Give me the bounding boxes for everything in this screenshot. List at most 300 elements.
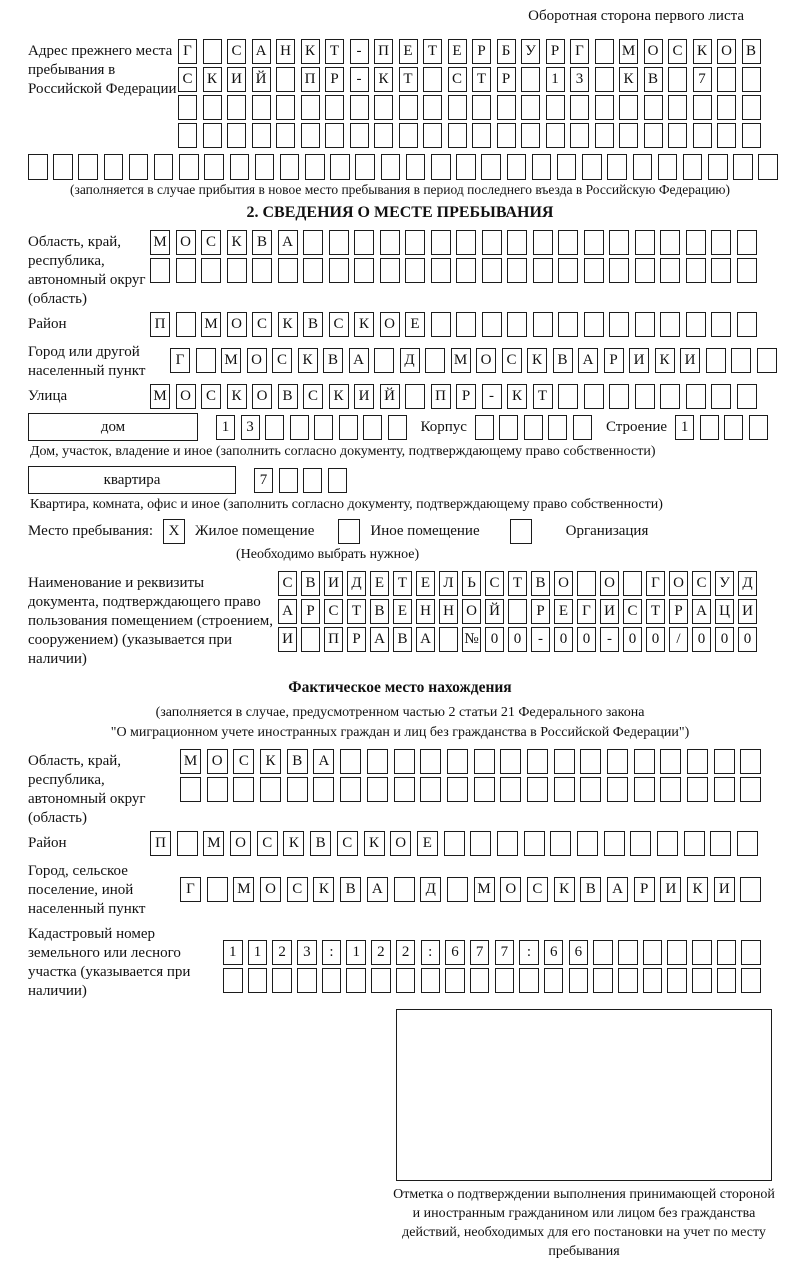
char-cell[interactable]: Е [370, 571, 389, 596]
char-cell[interactable] [521, 67, 540, 92]
char-cell[interactable]: 0 [623, 627, 642, 652]
char-cell[interactable] [301, 627, 320, 652]
char-cell[interactable]: С [278, 571, 297, 596]
char-cell[interactable]: Р [531, 599, 550, 624]
char-cell[interactable]: С [201, 384, 221, 409]
char-cell[interactable]: В [370, 599, 389, 624]
char-cell[interactable] [444, 831, 465, 856]
char-cell[interactable] [276, 123, 295, 148]
char-cell[interactable]: 3 [241, 415, 260, 440]
char-cell[interactable]: О [500, 877, 521, 902]
char-cell[interactable]: О [390, 831, 411, 856]
char-cell[interactable] [740, 877, 761, 902]
char-cell[interactable]: Е [416, 571, 435, 596]
char-cell[interactable] [203, 123, 222, 148]
char-cell[interactable] [367, 749, 388, 774]
char-cell[interactable] [710, 831, 731, 856]
char-cell[interactable] [609, 384, 629, 409]
char-cell[interactable] [301, 123, 320, 148]
char-cell[interactable] [374, 348, 394, 373]
char-cell[interactable] [607, 749, 628, 774]
char-cell[interactable]: К [655, 348, 675, 373]
char-cell[interactable] [667, 940, 687, 965]
char-cell[interactable]: О [176, 230, 196, 255]
char-cell[interactable] [176, 258, 196, 283]
checkbox-organizaciya[interactable] [510, 519, 532, 544]
char-cell[interactable] [740, 749, 761, 774]
char-cell[interactable] [474, 777, 495, 802]
char-cell[interactable]: М [233, 877, 254, 902]
char-cell[interactable] [260, 777, 281, 802]
char-cell[interactable] [693, 95, 712, 120]
char-cell[interactable]: Р [634, 877, 655, 902]
char-cell[interactable]: С [272, 348, 292, 373]
char-cell[interactable] [354, 258, 374, 283]
char-cell[interactable] [708, 154, 728, 180]
char-cell[interactable] [714, 777, 735, 802]
char-cell[interactable]: К [507, 384, 527, 409]
char-cell[interactable]: : [519, 940, 539, 965]
char-cell[interactable]: Р [456, 384, 476, 409]
char-cell[interactable] [329, 258, 349, 283]
char-cell[interactable] [303, 230, 323, 255]
checkbox-zhiloe[interactable]: X [163, 519, 185, 544]
char-cell[interactable] [425, 348, 445, 373]
char-cell[interactable]: 6 [569, 940, 589, 965]
char-cell[interactable]: Й [252, 67, 271, 92]
char-cell[interactable] [340, 777, 361, 802]
char-cell[interactable]: О [247, 348, 267, 373]
char-cell[interactable] [521, 95, 540, 120]
char-cell[interactable] [737, 384, 757, 409]
char-cell[interactable]: М [451, 348, 471, 373]
char-cell[interactable]: А [692, 599, 711, 624]
char-cell[interactable]: И [680, 348, 700, 373]
char-cell[interactable] [380, 258, 400, 283]
char-cell[interactable]: 7 [470, 940, 490, 965]
char-cell[interactable]: В [287, 749, 308, 774]
char-cell[interactable]: С [233, 749, 254, 774]
char-cell[interactable] [618, 940, 638, 965]
char-cell[interactable] [635, 230, 655, 255]
char-cell[interactable]: 0 [577, 627, 596, 652]
char-cell[interactable]: О [600, 571, 619, 596]
char-cell[interactable]: М [201, 312, 221, 337]
char-cell[interactable] [301, 95, 320, 120]
char-cell[interactable] [447, 877, 468, 902]
char-cell[interactable] [178, 123, 197, 148]
char-cell[interactable]: Д [347, 571, 366, 596]
char-cell[interactable] [546, 123, 565, 148]
char-cell[interactable] [176, 312, 196, 337]
char-cell[interactable] [447, 777, 468, 802]
char-cell[interactable] [634, 749, 655, 774]
char-cell[interactable]: О [176, 384, 196, 409]
char-cell[interactable] [570, 95, 589, 120]
char-cell[interactable] [577, 571, 596, 596]
char-cell[interactable]: 0 [554, 627, 573, 652]
char-cell[interactable] [758, 154, 778, 180]
char-cell[interactable] [711, 312, 731, 337]
char-cell[interactable]: Т [646, 599, 665, 624]
char-cell[interactable] [658, 154, 678, 180]
char-cell[interactable]: И [629, 348, 649, 373]
char-cell[interactable] [380, 230, 400, 255]
char-cell[interactable] [388, 415, 407, 440]
char-cell[interactable] [686, 230, 706, 255]
char-cell[interactable] [330, 154, 350, 180]
char-cell[interactable]: О [380, 312, 400, 337]
char-cell[interactable]: И [278, 627, 297, 652]
char-cell[interactable] [684, 831, 705, 856]
char-cell[interactable] [406, 154, 426, 180]
char-cell[interactable] [660, 230, 680, 255]
char-cell[interactable]: В [310, 831, 331, 856]
char-cell[interactable]: Г [178, 39, 197, 64]
char-cell[interactable] [346, 968, 366, 993]
char-cell[interactable]: К [313, 877, 334, 902]
char-cell[interactable]: Р [347, 627, 366, 652]
char-cell[interactable]: У [521, 39, 540, 64]
char-cell[interactable] [350, 123, 369, 148]
char-cell[interactable] [456, 230, 476, 255]
char-cell[interactable]: В [644, 67, 663, 92]
char-cell[interactable] [683, 154, 703, 180]
char-cell[interactable] [470, 831, 491, 856]
char-cell[interactable] [179, 154, 199, 180]
char-cell[interactable]: К [329, 384, 349, 409]
char-cell[interactable] [28, 154, 48, 180]
char-cell[interactable] [607, 154, 627, 180]
char-cell[interactable]: Д [400, 348, 420, 373]
char-cell[interactable]: В [393, 627, 412, 652]
char-cell[interactable] [472, 95, 491, 120]
char-cell[interactable] [252, 123, 271, 148]
char-cell[interactable] [481, 154, 501, 180]
char-cell[interactable]: К [364, 831, 385, 856]
char-cell[interactable] [668, 67, 687, 92]
char-cell[interactable] [593, 940, 613, 965]
char-cell[interactable] [456, 154, 476, 180]
char-cell[interactable] [500, 749, 521, 774]
char-cell[interactable] [644, 95, 663, 120]
char-cell[interactable]: : [322, 940, 342, 965]
char-cell[interactable] [474, 749, 495, 774]
char-cell[interactable]: С [623, 599, 642, 624]
char-cell[interactable] [303, 468, 322, 493]
char-cell[interactable]: А [416, 627, 435, 652]
char-cell[interactable]: 0 [738, 627, 757, 652]
char-cell[interactable] [447, 749, 468, 774]
char-cell[interactable] [272, 968, 292, 993]
char-cell[interactable] [354, 230, 374, 255]
char-cell[interactable] [595, 123, 614, 148]
char-cell[interactable] [233, 777, 254, 802]
char-cell[interactable] [557, 154, 577, 180]
char-cell[interactable]: Т [533, 384, 553, 409]
char-cell[interactable] [558, 312, 578, 337]
char-cell[interactable] [667, 968, 687, 993]
char-cell[interactable] [533, 312, 553, 337]
char-cell[interactable]: Т [325, 39, 344, 64]
char-cell[interactable]: Р [546, 39, 565, 64]
char-cell[interactable] [609, 230, 629, 255]
char-cell[interactable]: С [227, 39, 246, 64]
char-cell[interactable] [554, 749, 575, 774]
char-cell[interactable]: О [476, 348, 496, 373]
char-cell[interactable]: А [367, 877, 388, 902]
char-cell[interactable]: О [207, 749, 228, 774]
char-cell[interactable]: Р [497, 67, 516, 92]
char-cell[interactable]: Е [417, 831, 438, 856]
char-cell[interactable] [497, 123, 516, 148]
char-cell[interactable]: 6 [445, 940, 465, 965]
char-cell[interactable] [584, 258, 604, 283]
char-cell[interactable]: 7 [495, 940, 515, 965]
char-cell[interactable]: О [230, 831, 251, 856]
char-cell[interactable] [150, 258, 170, 283]
char-cell[interactable] [711, 230, 731, 255]
char-cell[interactable]: Ц [715, 599, 734, 624]
char-cell[interactable] [475, 415, 494, 440]
char-cell[interactable] [573, 415, 592, 440]
char-cell[interactable] [252, 258, 272, 283]
char-cell[interactable] [584, 384, 604, 409]
char-cell[interactable] [527, 749, 548, 774]
char-cell[interactable]: Т [347, 599, 366, 624]
char-cell[interactable]: 1 [248, 940, 268, 965]
char-cell[interactable]: И [354, 384, 374, 409]
char-cell[interactable]: Н [276, 39, 295, 64]
char-cell[interactable] [423, 95, 442, 120]
char-cell[interactable] [524, 415, 543, 440]
char-cell[interactable]: С [448, 67, 467, 92]
char-cell[interactable]: Е [554, 599, 573, 624]
char-cell[interactable] [355, 154, 375, 180]
char-cell[interactable] [420, 777, 441, 802]
char-cell[interactable]: К [619, 67, 638, 92]
char-cell[interactable] [757, 348, 777, 373]
char-cell[interactable]: Р [472, 39, 491, 64]
char-cell[interactable] [381, 154, 401, 180]
char-cell[interactable]: В [252, 230, 272, 255]
char-cell[interactable]: В [303, 312, 323, 337]
char-cell[interactable]: О [260, 877, 281, 902]
char-cell[interactable] [421, 968, 441, 993]
char-cell[interactable] [305, 154, 325, 180]
char-cell[interactable] [717, 968, 737, 993]
char-cell[interactable]: В [340, 877, 361, 902]
char-cell[interactable]: 2 [272, 940, 292, 965]
char-cell[interactable]: В [553, 348, 573, 373]
char-cell[interactable]: - [600, 627, 619, 652]
char-cell[interactable] [374, 123, 393, 148]
char-cell[interactable]: С [329, 312, 349, 337]
char-cell[interactable] [204, 154, 224, 180]
char-cell[interactable] [255, 154, 275, 180]
char-cell[interactable]: К [260, 749, 281, 774]
char-cell[interactable]: Г [577, 599, 596, 624]
char-cell[interactable] [448, 123, 467, 148]
char-cell[interactable]: К [374, 67, 393, 92]
char-cell[interactable]: М [221, 348, 241, 373]
char-cell[interactable]: О [252, 384, 272, 409]
char-cell[interactable] [717, 940, 737, 965]
char-cell[interactable]: Г [170, 348, 190, 373]
char-cell[interactable]: С [337, 831, 358, 856]
char-cell[interactable] [643, 940, 663, 965]
char-cell[interactable] [290, 415, 309, 440]
char-cell[interactable]: 2 [371, 940, 391, 965]
char-cell[interactable] [497, 831, 518, 856]
char-cell[interactable]: Е [448, 39, 467, 64]
char-cell[interactable] [700, 415, 719, 440]
char-cell[interactable]: К [301, 39, 320, 64]
char-cell[interactable]: 1 [223, 940, 243, 965]
char-cell[interactable]: Р [325, 67, 344, 92]
char-cell[interactable]: 0 [508, 627, 527, 652]
char-cell[interactable]: И [660, 877, 681, 902]
char-cell[interactable] [507, 154, 527, 180]
char-cell[interactable]: К [283, 831, 304, 856]
char-cell[interactable] [595, 39, 614, 64]
char-cell[interactable]: 1 [546, 67, 565, 92]
char-cell[interactable]: Г [570, 39, 589, 64]
char-cell[interactable] [737, 230, 757, 255]
char-cell[interactable] [297, 968, 317, 993]
char-cell[interactable] [495, 968, 515, 993]
char-cell[interactable]: А [278, 230, 298, 255]
char-cell[interactable] [593, 968, 613, 993]
char-cell[interactable] [287, 777, 308, 802]
char-cell[interactable] [609, 312, 629, 337]
char-cell[interactable]: С [252, 312, 272, 337]
char-cell[interactable] [129, 154, 149, 180]
char-cell[interactable]: О [227, 312, 247, 337]
char-cell[interactable] [154, 154, 174, 180]
char-cell[interactable]: 3 [570, 67, 589, 92]
char-cell[interactable]: 0 [646, 627, 665, 652]
char-cell[interactable]: М [203, 831, 224, 856]
char-cell[interactable] [668, 95, 687, 120]
char-cell[interactable]: П [301, 67, 320, 92]
char-cell[interactable]: С [485, 571, 504, 596]
char-cell[interactable] [482, 230, 502, 255]
char-cell[interactable] [524, 831, 545, 856]
char-cell[interactable]: А [370, 627, 389, 652]
char-cell[interactable] [706, 348, 726, 373]
char-cell[interactable] [313, 777, 334, 802]
char-cell[interactable] [550, 831, 571, 856]
char-cell[interactable]: Д [420, 877, 441, 902]
char-cell[interactable] [569, 968, 589, 993]
char-cell[interactable]: С [257, 831, 278, 856]
char-cell[interactable]: Е [393, 599, 412, 624]
char-cell[interactable]: И [227, 67, 246, 92]
char-cell[interactable] [711, 384, 731, 409]
char-cell[interactable] [423, 67, 442, 92]
char-cell[interactable] [533, 258, 553, 283]
char-cell[interactable] [644, 123, 663, 148]
char-cell[interactable] [618, 968, 638, 993]
char-cell[interactable] [634, 777, 655, 802]
char-cell[interactable]: 0 [715, 627, 734, 652]
char-cell[interactable]: 7 [693, 67, 712, 92]
char-cell[interactable]: Т [399, 67, 418, 92]
char-cell[interactable]: Г [180, 877, 201, 902]
char-cell[interactable] [507, 258, 527, 283]
char-cell[interactable] [595, 67, 614, 92]
char-cell[interactable]: П [150, 831, 171, 856]
char-cell[interactable] [749, 415, 768, 440]
char-cell[interactable] [595, 95, 614, 120]
char-cell[interactable]: № [462, 627, 481, 652]
char-cell[interactable] [252, 95, 271, 120]
char-cell[interactable]: 6 [544, 940, 564, 965]
char-cell[interactable] [472, 123, 491, 148]
char-cell[interactable] [280, 154, 300, 180]
char-cell[interactable] [248, 968, 268, 993]
char-cell[interactable] [500, 777, 521, 802]
char-cell[interactable] [445, 968, 465, 993]
char-cell[interactable] [230, 154, 250, 180]
char-cell[interactable]: И [714, 877, 735, 902]
char-cell[interactable] [660, 749, 681, 774]
char-cell[interactable]: Т [423, 39, 442, 64]
char-cell[interactable]: О [554, 571, 573, 596]
char-cell[interactable]: 1 [346, 940, 366, 965]
char-cell[interactable] [405, 384, 425, 409]
char-cell[interactable] [737, 312, 757, 337]
char-cell[interactable] [635, 258, 655, 283]
char-cell[interactable] [724, 415, 743, 440]
char-cell[interactable]: С [324, 599, 343, 624]
char-cell[interactable] [367, 777, 388, 802]
char-cell[interactable]: Т [508, 571, 527, 596]
char-cell[interactable] [431, 312, 451, 337]
char-cell[interactable] [687, 749, 708, 774]
char-cell[interactable]: Е [405, 312, 425, 337]
char-cell[interactable] [623, 571, 642, 596]
char-cell[interactable]: О [644, 39, 663, 64]
char-cell[interactable] [104, 154, 124, 180]
char-cell[interactable]: - [531, 627, 550, 652]
char-cell[interactable] [741, 968, 761, 993]
char-cell[interactable]: Б [497, 39, 516, 64]
char-cell[interactable] [692, 968, 712, 993]
char-cell[interactable]: Н [416, 599, 435, 624]
char-cell[interactable]: А [313, 749, 334, 774]
char-cell[interactable] [180, 777, 201, 802]
char-cell[interactable]: С [178, 67, 197, 92]
char-cell[interactable]: К [298, 348, 318, 373]
char-cell[interactable] [470, 968, 490, 993]
char-cell[interactable] [227, 258, 247, 283]
char-cell[interactable] [178, 95, 197, 120]
char-cell[interactable] [423, 123, 442, 148]
char-cell[interactable] [399, 123, 418, 148]
char-cell[interactable]: М [150, 384, 170, 409]
char-cell[interactable]: С [527, 877, 548, 902]
char-cell[interactable] [396, 968, 416, 993]
char-cell[interactable]: У [715, 571, 734, 596]
char-cell[interactable]: Г [646, 571, 665, 596]
char-cell[interactable]: К [527, 348, 547, 373]
char-cell[interactable] [741, 940, 761, 965]
char-cell[interactable] [577, 831, 598, 856]
char-cell[interactable] [643, 968, 663, 993]
char-cell[interactable] [742, 123, 761, 148]
